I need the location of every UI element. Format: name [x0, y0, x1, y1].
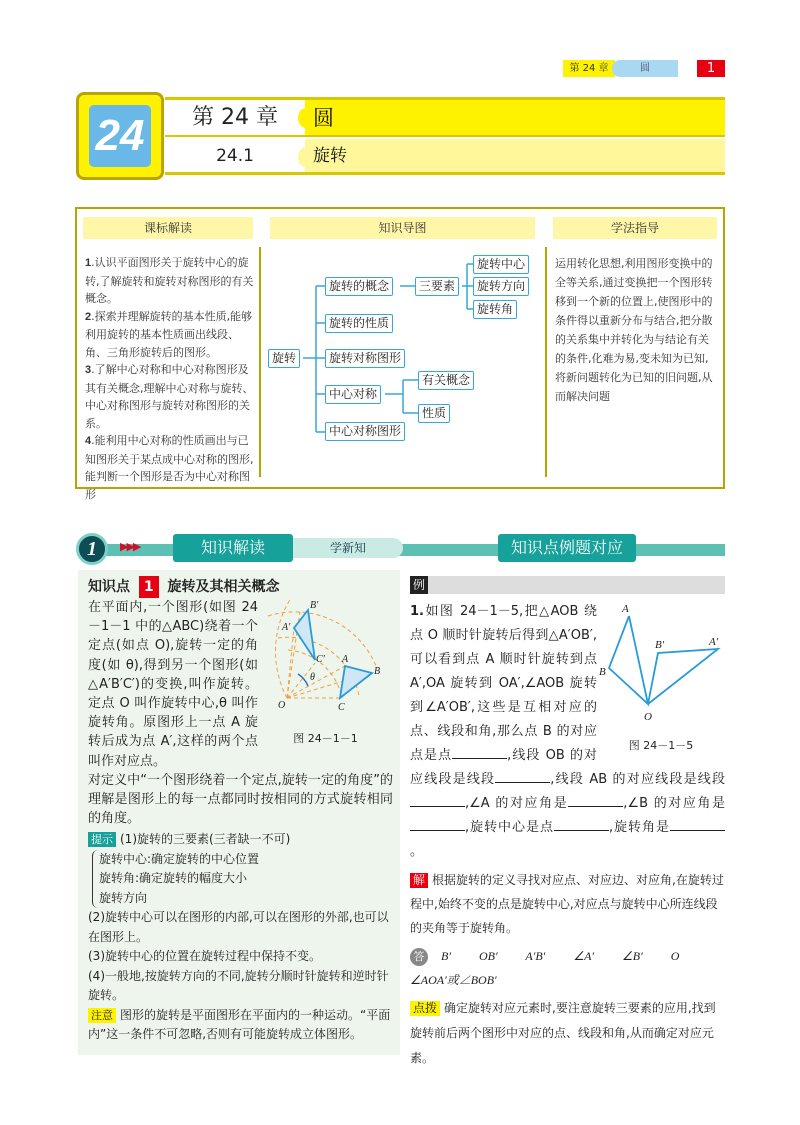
section-bar [70, 530, 725, 566]
method-heading: 学法指导 [553, 217, 717, 239]
answer-item: OB′ [478, 949, 498, 963]
tip-tag: 提示 [88, 832, 116, 847]
question-text: ,旋转角是 [608, 820, 670, 835]
example-header [410, 576, 725, 594]
label-B: B [599, 666, 606, 678]
tip-brace-item: 旋转角:确定旋转的幅度大小 [99, 871, 248, 886]
solution-text: 根据旋转的定义寻找对应点、对应边、对应角,在旋转过程中,始终不变的点是旋转中心,对应点与旋转中心所连线段的夹角等于旋转角。 [410, 873, 724, 935]
tip-item: (2)旋转中心可以在图形的内部,可以在图形的外部,也可以在图形上。 [88, 910, 389, 944]
mindmap-node-concept: 旋转的概念 [325, 277, 393, 296]
mindmap-node-center: 旋转中心 [473, 255, 529, 274]
chapter-title: 圆 [313, 106, 334, 130]
section-number: 1 [76, 533, 108, 565]
note-tag: 注意 [88, 1008, 116, 1023]
hint-tag: 点拨 [410, 1001, 440, 1016]
answer-blank[interactable] [554, 819, 609, 831]
answer-blank[interactable] [495, 771, 550, 783]
triangle-rotation-diagram [597, 600, 725, 725]
figure-24-1-1 [258, 598, 393, 743]
knowledge-point-heading [88, 576, 393, 598]
mindmap-node-rotational-symmetry: 旋转对称图形 [325, 349, 405, 368]
chapter-number: 24 [89, 105, 151, 167]
answer-item: B′ [441, 949, 451, 963]
tab-learn-new: 学新知 [293, 538, 403, 558]
section-label: 24.1 [165, 139, 305, 172]
mindmap-node-cs-figure: 中心对称图形 [325, 422, 405, 441]
definition-explanation: 对定义中“一个图形绕着一个定点,旋转一定的角度”的理解是图形上的每一点都同时按相同的方式旋转相同的角度。 [88, 772, 393, 827]
definition-text: 在平面内,一个图形(如图 24－1－1 中的△ABC)绕着一个定点(如点 O),旋转一定的角度(如 θ),得到另一个图形(如△A′B′C′)的变换,叫作旋转。定点 O 叫作旋转中心,θ 叫作旋转角。原图形上一点 A 旋转后成为点 A′,这样的两个点叫作对应点。 [88, 600, 258, 769]
answer-item: A′B′ [525, 949, 546, 963]
standards-heading: 课标解读 [83, 217, 253, 239]
answer-item: ∠A′ [573, 949, 595, 963]
label-A: A [342, 654, 349, 665]
tip-item: (4)一般地,按旋转方向的不同,旋转分顺时针旋转和逆时针旋转。 [88, 968, 389, 1003]
mindmap-node-three-elements: 三要素 [415, 277, 459, 296]
knowledge-point-title: 旋转及其相关概念 [167, 579, 280, 595]
standards-item: 4.能利用中心对称的性质画出与已知图形关于某点成中心对称的图形,能判断一个图形是否为中心对称图形 [85, 434, 254, 501]
mindmap-node-central-symmetry: 中心对称 [325, 385, 381, 404]
standards-item: 3.了解中心对称和中心对称图形及其有关概念,理解中心对称与旋转、中心对称图形与旋转对称图形的关系。 [85, 363, 254, 430]
hint-text: 确定旋转对应元素时,要注意旋转三要素的应用,找到旋转前后两个图形中对应的点、线段和角,从而确定对应元素。 [410, 1001, 716, 1065]
solution-block [405, 868, 725, 940]
label-B-prime: B′ [655, 639, 665, 651]
question-text: ,旋转中心是点 [465, 820, 554, 835]
example-question [405, 600, 725, 864]
answer-blank[interactable] [452, 747, 507, 759]
label-O: O [644, 711, 652, 723]
tip-block [88, 830, 393, 1045]
answer-blank[interactable] [410, 819, 465, 831]
rotation-diagram [258, 598, 393, 726]
tip-item: (3)旋转中心的位置在旋转过程中保持不变。 [88, 949, 321, 964]
mindmap-node-cs-property: 性质 [418, 404, 450, 423]
answer-tag: 答 [410, 948, 428, 966]
tip-brace-item: 旋转方向 [99, 890, 148, 905]
figure-24-1-5 [597, 600, 725, 752]
tab-knowledge-reading: 知识解读 [173, 534, 293, 562]
standards-item: 1.认识平面图形关于旋转中心的旋转,了解旋转和旋转对称图形的有关概念。 [85, 256, 254, 305]
question-text: ,线段 AB 的对应线段是线段 [550, 772, 725, 787]
tab-example-correspondence: 知识点例题对应 [498, 534, 636, 562]
knowledge-point-number: 1 [139, 576, 159, 598]
label-A-prime: A′ [709, 636, 719, 648]
label-C-prime: C′ [316, 654, 325, 665]
figure-caption: 图 24－1－1 [293, 732, 358, 745]
tip-brace-item: 旋转中心:确定旋转的中心位置 [99, 851, 260, 866]
example-panel [405, 570, 726, 1065]
answer-blank[interactable] [410, 795, 465, 807]
method-text: 运用转化思想,利用图形变换中的全等关系,通过变换把一个图形转移到一个新的位置上,使图形中的条件得以重新分布与结合,把分散的关系集中并转化为与结论有关的条件,化难为易,变未知为已知,将新问题转化为已知的旧问题,从而解决问题 [555, 257, 713, 403]
label-B: B [374, 666, 381, 677]
example-tag: 例 [410, 576, 428, 594]
solution-tag: 解 [410, 873, 428, 888]
answer-item: O [670, 949, 680, 963]
running-header-chapter: 第 24 章 [563, 60, 615, 77]
question-stem: 如图 24－1－5,把△AOB 绕点 O 顺时针旋转后得到△A′OB′,可以看到点 A 顺时针旋转到点 A′,OA 旋转到 OA′,∠AOB 旋转到∠A′OB′,这些是互相对应的点、线段和角,那么点 B 的对应点是点 [410, 604, 597, 763]
question-text: ,∠A 的对应角是 [465, 796, 569, 811]
label-B-prime: B′ [310, 600, 319, 611]
label-O: O [278, 700, 286, 711]
tip-item: (1)旋转的三要素(三者缺一不可) [120, 832, 291, 847]
knowledge-point-label: 知识点 [88, 579, 130, 595]
hint-block [405, 996, 725, 1071]
label-theta: θ [310, 672, 315, 683]
mindmap-node-angle: 旋转角 [473, 300, 517, 319]
answer-item: ∠B′ [622, 949, 643, 963]
answer-blank[interactable] [568, 795, 623, 807]
mindmap-node-property: 旋转的性质 [325, 314, 393, 333]
question-text: ,线段 OB 的对应线段是线段 [410, 748, 597, 787]
section-title: 旋转 [313, 146, 347, 166]
mindmap-heading: 知识导图 [270, 217, 535, 239]
label-C: C [338, 702, 345, 713]
label-A-prime: A′ [282, 622, 291, 633]
label-A: A [622, 603, 629, 615]
answer-blank[interactable] [670, 819, 725, 831]
question-text: ,∠B 的对应角是 [623, 796, 726, 811]
answer-item: ∠AOA′或∠BOB′ [410, 973, 497, 987]
chapter-label: 第 24 章 [165, 100, 305, 135]
note-text: 图形的旋转是平面图形在平面内的一种运动。“平面内”这一条件不可忽略,否则有可能旋转成立体图形。 [88, 1007, 391, 1042]
page-number: 1 [697, 60, 725, 77]
arrows-icon: ▶▶▶ [120, 540, 140, 553]
tip-brace-list [92, 850, 393, 909]
mindmap-node-direction: 旋转方向 [473, 277, 529, 296]
question-number: 1. [410, 604, 424, 619]
answer-block [405, 944, 725, 992]
mindmap-node-root: 旋转 [268, 349, 300, 368]
knowledge-panel [78, 570, 400, 1055]
standards-item: 2.探索并理解旋转的基本性质,能够利用旋转的基本性质画出线段、角、三角形旋转后的图形。 [85, 309, 253, 359]
question-text: 。 [410, 844, 424, 859]
figure-caption: 图 24－1－5 [628, 739, 694, 752]
running-header-title: 圆 [612, 60, 678, 77]
mindmap-node-related-concepts: 有关概念 [418, 371, 474, 390]
